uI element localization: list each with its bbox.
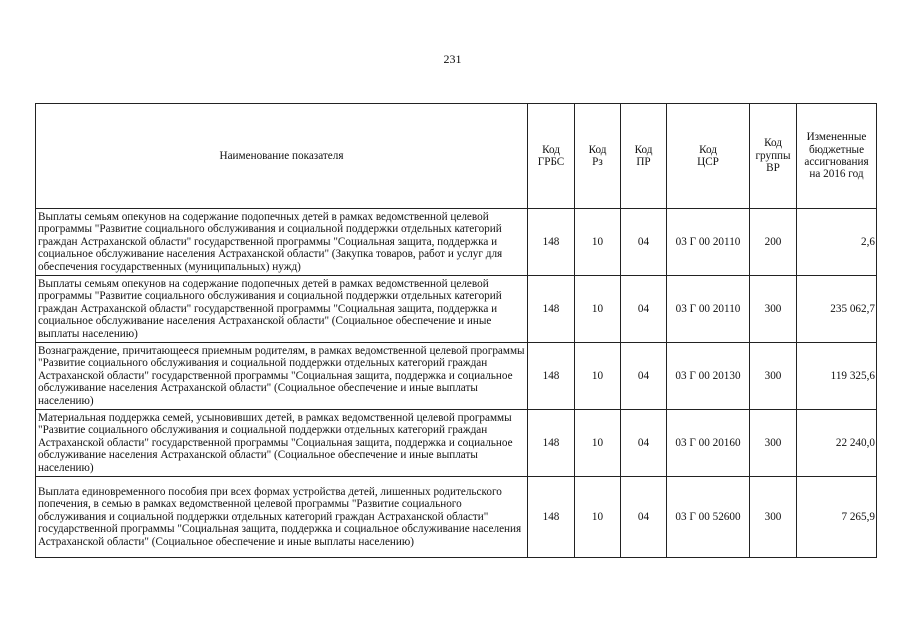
row-rz: 10	[575, 276, 621, 343]
header-vr-line1: Код	[764, 137, 782, 150]
row-rz: 10	[575, 410, 621, 477]
row-pr: 04	[621, 410, 667, 477]
row-vr: 200	[750, 209, 797, 276]
row-grbs: 148	[528, 410, 575, 477]
table-row	[36, 276, 877, 343]
header-grbs	[528, 104, 575, 209]
row-csr: 03 Г 00 52600	[667, 477, 750, 558]
table-row	[36, 209, 877, 276]
row-name: Вознаграждение, причитающееся приемным родителям, в рамках ведомственной целевой программы "Развитие социального обслуживания и социальной поддержки отдельных категорий граждан Астраханской области" государственной программы "Социальная защита, поддержка и социальное обслуживание населения Астраханской области" (Социальное обеспечение и иные выплаты населению)	[36, 343, 528, 410]
row-vr: 300	[750, 276, 797, 343]
row-sum: 7 265,9	[797, 477, 877, 558]
header-sum-line4: на 2016 год	[809, 168, 864, 181]
table-row	[36, 477, 877, 558]
row-vr: 300	[750, 477, 797, 558]
page-number: 231	[443, 52, 462, 66]
row-grbs: 148	[528, 477, 575, 558]
header-sum-line3: ассигнования	[804, 156, 869, 168]
row-sum: 235 062,7	[797, 276, 877, 343]
row-pr: 04	[621, 209, 667, 276]
header-grbs-line1: Код	[542, 143, 560, 156]
header-pr-line1: Код	[634, 143, 653, 156]
row-name: Выплаты семьям опекунов на содержание подопечных детей в рамках ведомственной целевой программы "Развитие социального обслуживания и социальной поддержки отдельных категорий граждан Астраханской области" государственной программы "Социальная защита, поддержка и социальное обслуживание населения Астраханской области" (Социальное обеспечение и иные выплаты населению)	[36, 276, 528, 343]
table-row	[36, 410, 877, 477]
row-grbs: 148	[528, 209, 575, 276]
row-sum: 119 325,6	[797, 343, 877, 410]
row-name: Выплата единовременного пособия при всех формах устройства детей, лишенных родительского попечения, в семью в рамках ведомственной целевой программы "Развитие социального обслуживания и социальной поддержки отдельных категорий граждан Астраханской области" государственной программы "Социальная защита, поддержка и социальное обслуживание населения Астраханской области" (Социальное обеспечение и иные выплаты населению)	[36, 477, 528, 558]
table-header-row	[36, 104, 877, 209]
row-rz: 10	[575, 477, 621, 558]
header-vr	[750, 104, 797, 209]
header-sum-line2: бюджетные	[808, 143, 865, 156]
header-csr	[667, 104, 750, 209]
budget-table	[35, 103, 877, 558]
row-sum: 2,6	[797, 209, 877, 276]
row-name: Материальная поддержка семей, усыновивших детей, в рамках ведомственной целевой программы "Развитие социального обслуживания и социальной поддержки отдельных категорий граждан Астраханской области" государственной программы "Социальная защита, поддержка и социальное обслуживание населения Астраханской области" (Социальное обеспечение и иные выплаты населению)	[36, 410, 528, 477]
row-csr: 03 Г 00 20110	[667, 276, 750, 343]
row-name: Выплаты семьям опекунов на содержание подопечных детей в рамках ведомственной целевой программы "Развитие социального обслуживания и социальной поддержки отдельных категорий граждан Астраханской области" государственной программы "Социальная защита, поддержка и социальное обслуживание населения Астраханской области" (Закупка товаров, работ и услуг для обеспечения государственных (муниципальных) нужд)	[36, 209, 528, 276]
header-csr-line2: ЦСР	[697, 156, 719, 168]
row-grbs: 148	[528, 276, 575, 343]
row-csr: 03 Г 00 20160	[667, 410, 750, 477]
header-pr	[621, 104, 667, 209]
row-rz: 10	[575, 209, 621, 276]
header-sum-line1: Измененные	[806, 131, 867, 144]
header-name: Наименование показателя	[36, 104, 528, 209]
row-sum: 22 240,0	[797, 410, 877, 477]
header-rz-line2: Рз	[592, 156, 603, 168]
header-vr-line2: группы	[755, 149, 791, 162]
header-rz-line1: Код	[588, 143, 607, 156]
header-sum	[797, 104, 877, 209]
row-vr: 300	[750, 410, 797, 477]
header-rz	[575, 104, 621, 209]
table-row	[36, 343, 877, 410]
row-grbs: 148	[528, 343, 575, 410]
header-pr-line2: ПР	[636, 156, 651, 168]
row-pr: 04	[621, 477, 667, 558]
header-vr-line3: ВР	[766, 162, 780, 175]
row-vr: 300	[750, 343, 797, 410]
header-csr-line1: Код	[699, 143, 717, 156]
row-pr: 04	[621, 343, 667, 410]
row-rz: 10	[575, 343, 621, 410]
header-grbs-line2: ГРБС	[537, 156, 565, 168]
row-csr: 03 Г 00 20110	[667, 209, 750, 276]
row-pr: 04	[621, 276, 667, 343]
row-csr: 03 Г 00 20130	[667, 343, 750, 410]
